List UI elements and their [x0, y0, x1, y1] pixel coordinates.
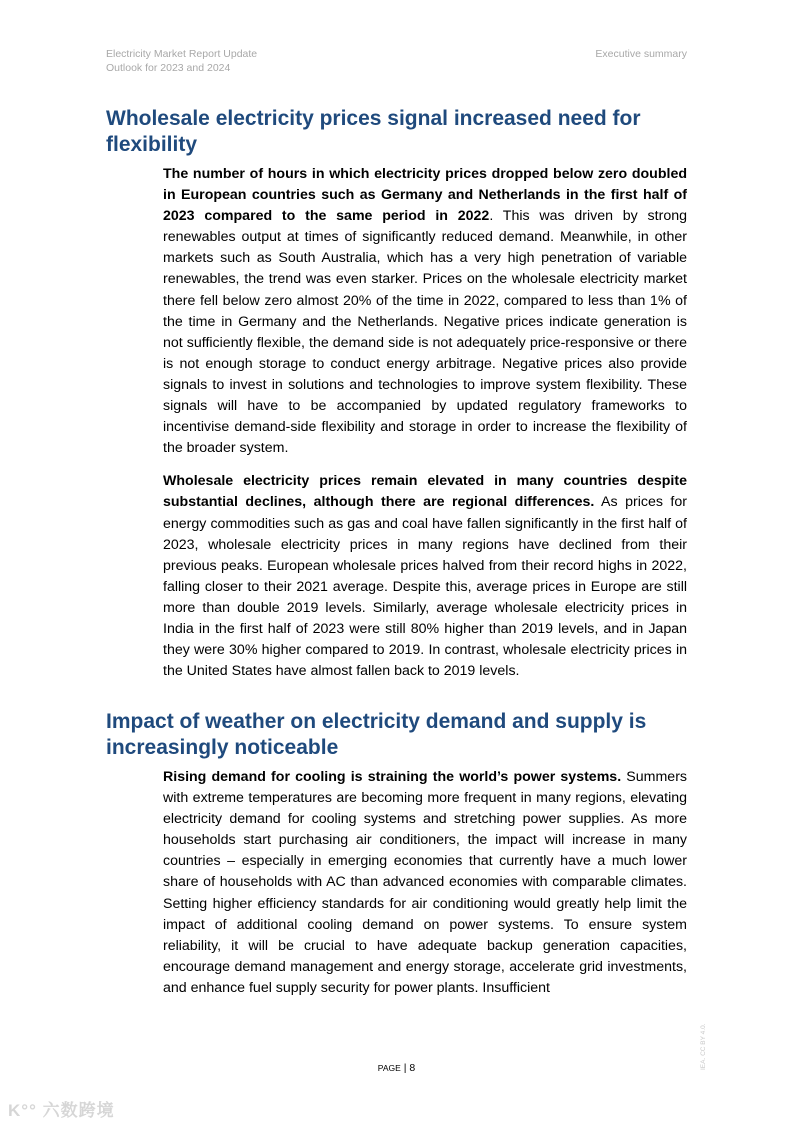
- section-heading: Impact of weather on electricity demand and supply is increasingly noticeable: [106, 710, 647, 759]
- paragraph-lead: Rising demand for cooling is straining the world’s power systems.: [163, 769, 622, 785]
- section-label: Executive summary: [595, 48, 687, 60]
- report-subtitle: Outlook for 2023 and 2024: [106, 62, 231, 74]
- paragraph-lead: Wholesale electricity prices remain elevated in many countries despite substantial declines, although there are regional differences.: [163, 473, 687, 511]
- paragraph-text: . This was driven by strong renewables output at times of significantly reduced demand. Meanwhile, in other markets such as South Australia, which has a very high penetration of variable renewables, the trend was even starker. Prices on the wholesale electricity market there fell below zero almost 20% of the time in 2022, compared to less than 1% of the time in Germany and the Netherlands. Negative prices indicate generation is not sufficiently flexible, the demand side is not adequately price-responsive or there is not enough storage to conduct energy arbitrage. Negative prices also provide signals to invest in solutions and technologies to improve system flexibility. These signals will have to be accompanied by updated regulatory frameworks to incentivise demand-side flexibility and storage in order to increase the flexibility of the broader system.: [163, 208, 687, 457]
- paragraph-text: Summers with extreme temperatures are becoming more frequent in many regions, elevating electricity demand for cooling systems and stretching power supplies. As more households start purchasing air conditioners, the impact will increase in many countries – especially in emerging economies that currently have a much lower share of households with AC than advanced economies with comparable climates. Setting higher efficiency standards for air conditioning would greatly help limit the impact of additional cooling demand on power systems. To ensure system reliability, it will be crucial to have adequate backup generation capacities, encourage demand management and energy storage, accelerate grid investments, and enhance fuel supply security for power plants. Insufficient: [163, 769, 688, 996]
- paragraph: [163, 471, 687, 682]
- watermark-logo: K°° 六数跨境: [8, 1101, 115, 1120]
- section-body: [163, 767, 687, 1011]
- page-separator: |: [400, 1062, 410, 1074]
- paragraph-text: As prices for energy commodities such as gas and coal have fallen significantly in the first half of 2023, wholesale electricity prices in many regions have declined from their previous peaks. European wholesale prices halved from their record highs in 2022, falling closer to their 2021 average. Despite this, average prices in Europe are still more than double 2019 levels. Similarly, average wholesale electricity prices in India in the first half of 2023 were still 80% higher than 2019 levels, and in Japan they were 30% higher compared to 2019. In contrast, wholesale electricity prices in the United States have almost fallen back to 2019 levels.: [163, 494, 687, 680]
- page-number: 8: [409, 1062, 416, 1074]
- section-heading: Wholesale electricity prices signal increased need for flexibility: [106, 107, 641, 156]
- report-title: Electricity Market Report Update: [106, 48, 258, 60]
- paragraph: [163, 164, 687, 459]
- running-header-left: [106, 47, 257, 75]
- paragraph: [163, 767, 687, 999]
- page-footer: [0, 1062, 793, 1074]
- paragraph-lead: The number of hours in which electricity prices dropped below zero doubled in European countries such as Germany and Netherlands in the first half of 2023 compared to the same period in 2022: [163, 166, 687, 225]
- section-body: [163, 164, 687, 694]
- license-note: IEA. CC BY 4.0.: [700, 1023, 707, 1070]
- page-label: PAGE: [377, 1063, 401, 1073]
